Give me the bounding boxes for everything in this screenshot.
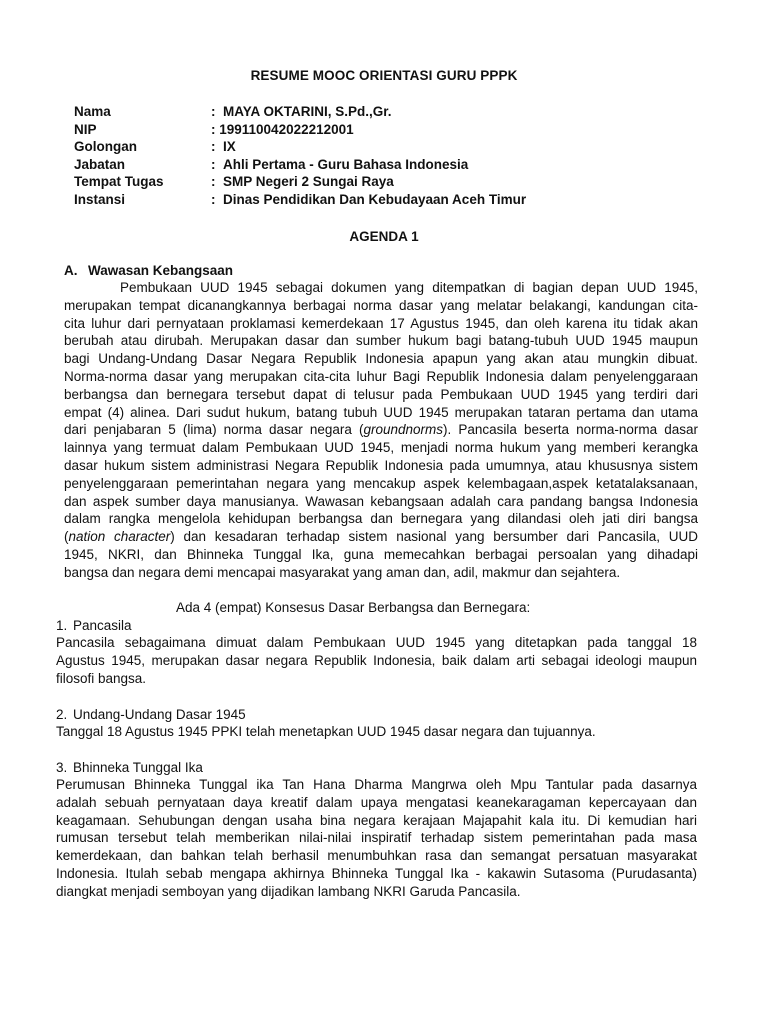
list-item-body-uud — [56, 723, 697, 741]
identity-row-golongan — [74, 138, 526, 156]
identity-label: Jabatan — [74, 156, 126, 172]
identity-label: Golongan — [74, 139, 137, 155]
identity-value: 199110042022212001 — [219, 121, 354, 137]
text-run: ( — [64, 529, 69, 545]
paragraph-line: keagamaan. Sehubungan dengan usaha bina negara kerajaan Majapahit kala itu. Di kemudian hari — [56, 812, 697, 828]
section-a-paragraph — [64, 279, 698, 582]
paragraph-line: penyelenggaraan pemerintahan negara yang mencakup aspek kelembagaan,aspek ketatalaksanaan, — [64, 475, 698, 491]
paragraph-line: bangsa dan negara demi mencapai masyarakat yang aman dan, adil, makmur dan sejahtera. — [64, 564, 621, 580]
identity-row-nip — [74, 121, 526, 139]
list-item-body-bhinneka — [56, 776, 697, 901]
paragraph-line: Pancasila sebagaimana dimuat dalam Pembukaan UUD 1945 yang ditetapkan pada tanggal 18 — [56, 635, 697, 650]
paragraph-line: cita luhur dari pernyataan proklamasi kemerdekaan 17 Agustus 1945, dan oleh karena itu tidak akan — [64, 315, 698, 331]
section-a-heading — [64, 263, 233, 278]
identity-separator: : — [211, 104, 223, 119]
text-run: ) dan kesadaran terhadap sistem nasional yang bersumber dari Pancasila, UUD — [170, 529, 698, 545]
paragraph-line: adalah sebuah pernyataan daya kreatif dalam upaya mengatasi keanekaragaman kepercayaan dan — [56, 794, 697, 810]
identity-row-nama — [74, 103, 526, 121]
paragraph-line: berubah atau dirubah. Merupakan dasar dan sumber hukum bagi batang-tubuh UUD 1945 maupun — [64, 333, 698, 349]
identity-label: Nama — [74, 104, 111, 119]
paragraph-line: Tanggal 18 Agustus 1945 PPKI telah menetapkan UUD 1945 dasar negara dan tujuannya. — [56, 724, 596, 739]
list-number: 3. — [56, 760, 68, 775]
text-run-italic: groundnorms — [363, 422, 444, 438]
paragraph-line-mixed — [64, 421, 698, 439]
list-heading-text: Pancasila — [73, 618, 132, 633]
paragraph-line: 1945, NKRI, dan Bhinneka Tunggal Ika, guna memecahkan berbagai persoalan yang dihadapi — [64, 546, 698, 562]
section-letter: A. — [64, 263, 78, 278]
identity-row-jabatan — [74, 156, 526, 174]
list-item-body-pancasila — [56, 634, 697, 687]
list-heading-text: Bhinneka Tunggal Ika — [73, 760, 203, 775]
list-item-heading-bhinneka — [56, 760, 203, 775]
identity-separator: : — [211, 121, 220, 137]
list-item-heading-uud — [56, 707, 246, 722]
paragraph-line: rumusan tersebut telah memberikan nilai-nilai inspiratif terhadap sistem pemerintahan pada masa — [56, 830, 697, 846]
identity-separator: : — [211, 174, 223, 190]
identity-label: Tempat Tugas — [74, 174, 164, 190]
paragraph-line: Pembukaan UUD 1945 sebagai dokumen yang ditempatkan di bagian depan UUD 1945, — [120, 280, 698, 295]
paragraph-line: Perumusan Bhinneka Tunggal ika Tan Hana Dharma Mangrwa oleh Mpu Tantular pada dasarnya — [56, 777, 697, 792]
identity-value: MAYA OKTARINI, S.Pd.,Gr. — [223, 104, 392, 119]
identity-label: NIP — [74, 121, 97, 137]
list-item-heading-pancasila — [56, 618, 132, 633]
paragraph-line: dasar hukum sistem administrasi Negara Republik Indonesia pada umumnya, atau khususnya sistem — [64, 457, 698, 473]
paragraph-line: diangkat menjadi semboyan yang dijadikan lambang NKRI Garuda Pancasila. — [56, 883, 521, 899]
paragraph-line: Norma-norma dasar yang merupakan cita-cita luhur Bagi Republik Indonesia dalam penyelenggaraan — [64, 368, 698, 384]
document-title: RESUME MOOC ORIENTASI GURU PPPK — [250, 68, 518, 83]
paragraph-line: kemerdekaan, dan bahkan telah berhasil menumbuhkan rasa dan semangat persatuan masyarakat — [56, 848, 697, 864]
list-number: 2. — [56, 707, 68, 722]
text-run-italic: nation character — [68, 529, 171, 545]
paragraph-line: merupakan tempat dicanangkannya berbagai norma dasar yang melatar belakangi, kandungan cita- — [64, 297, 698, 313]
konsensus-intro: Ada 4 (empat) Konsesus Dasar Berbangsa dan Bernegara: — [176, 600, 531, 615]
text-run: dari penjabaran 5 (lima) norma dasar negara ( — [64, 422, 364, 438]
section-heading-text: Wawasan Kebangsaan — [88, 263, 234, 278]
identity-value: SMP Negeri 2 Sungai Raya — [223, 174, 394, 190]
paragraph-line: bagi Undang-Undang Dasar Negara Republik Indonesia apapun yang akan atau mungkin dibuat. — [64, 351, 698, 367]
paragraph-line: dalam rangka mengelola kehidupan berbangsa dan bernegara yang dilandasi oleh jati diri bangsa — [64, 511, 698, 527]
paragraph-line-mixed — [64, 528, 698, 546]
list-heading-text: Undang-Undang Dasar 1945 — [73, 707, 246, 722]
paragraph-line: Agustus 1945, merupakan dasar negara Republik Indonesia, baik dalam arti sebagai ideologi maupun — [56, 652, 697, 668]
identity-separator: : — [211, 139, 223, 155]
paragraph-line: lainnya yang termuat dalam Pembukaan UUD 1945, menjadi norma hukum yang memberi kerangka — [64, 440, 698, 456]
identity-value: IX — [223, 139, 236, 155]
text-run: ). Pancasila beserta norma-norma dasar — [443, 422, 698, 438]
paragraph-line: berbangsa dan bernegara tersebut dapat di telusur pada Pembukaan UUD 1945 yang terdiri dari — [64, 386, 698, 402]
identity-value: Dinas Pendidikan Dan Kebudayaan Aceh Timur — [223, 191, 527, 207]
identity-label: Instansi — [74, 191, 126, 207]
paragraph-line: empat (4) alinea. Dari sudut hukum, batang tubuh UUD 1945 merupakan tataran pertama dan utama — [64, 404, 698, 420]
identity-row-instansi — [74, 191, 526, 209]
identity-table — [74, 103, 526, 209]
identity-value: Ahli Pertama - Guru Bahasa Indonesia — [223, 156, 469, 172]
list-number: 1. — [56, 618, 68, 633]
paragraph-line: filosofi bangsa. — [56, 670, 147, 686]
paragraph-line: Indonesia. Itulah sebab mengapa akhirnya Bhinneka Tunggal Ika - kakawin Sutasoma (Purudasanta) — [56, 865, 697, 881]
identity-row-tempat-tugas — [74, 173, 526, 191]
identity-separator: : — [211, 191, 223, 207]
identity-separator: : — [211, 156, 223, 172]
paragraph-line: dan aspek sumber daya manusianya. Wawasan kebangsaan adalah cara pandang bangsa Indonesia — [64, 493, 698, 509]
agenda-title: AGENDA 1 — [349, 229, 419, 244]
